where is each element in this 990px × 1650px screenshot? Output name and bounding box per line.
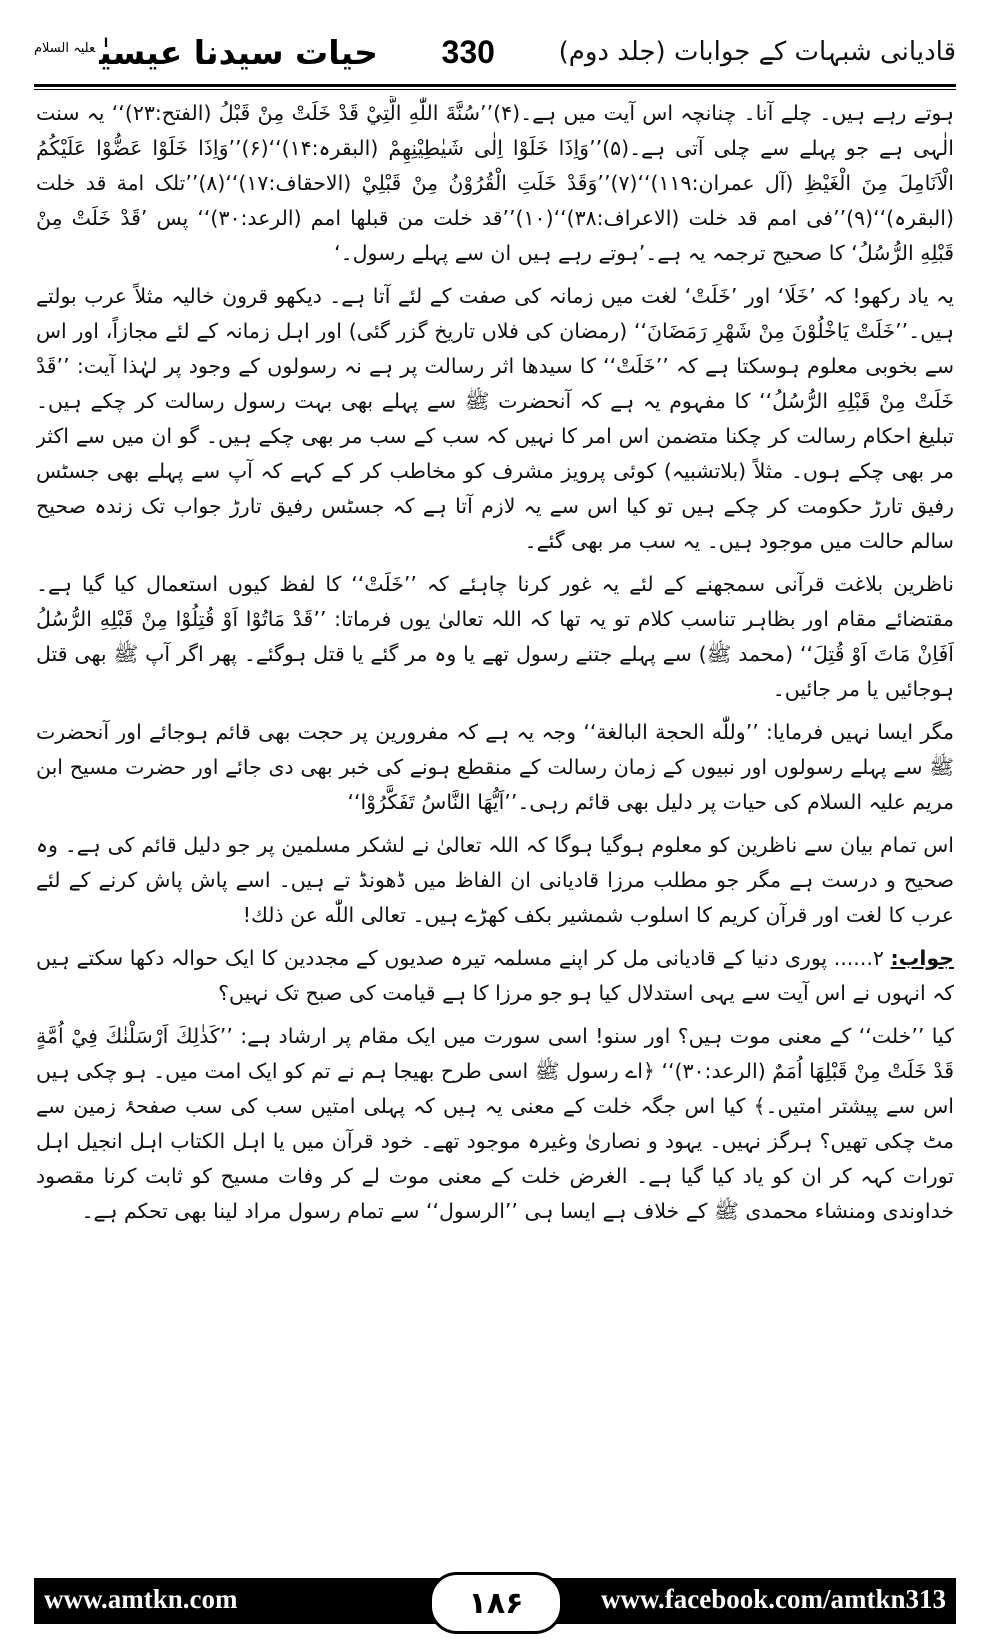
- answer-paragraph: [36, 941, 954, 1011]
- series-title: قادیانی شبہات کے جوابات (جلد دوم): [558, 37, 956, 67]
- paragraph: ناظرین بلاغت قرآنی سمجھنے کے لئے یہ غور کرنا چاہئے کہ ’’خَلَتْ‘‘ کا لفظ کیوں استعمال کیا گیا ہے۔ مقتضائے مقام اور بظاہر تناسب کلام تو یہ تھا کہ اللہ تعالیٰ یوں فرماتا: ’’قَدْ مَاتُوْا اَوْ قُتِلُوْا مِنْ قَبْلِهِ الرُّسُلُ اَفَاِنْ مَاتَ اَوْ قُتِلَ‘‘ (محمد ﷺ) سے پہلے جتنے رسول تھے یا وہ مر گئے یا قتل ہوگئے۔ پھر اگر آپ ﷺ بھی قتل ہوجائیں یا مر جائیں۔: [36, 572, 954, 701]
- paragraph: کیا ’’خلت‘‘ کے معنی موت ہیں؟ اور سنو! اسی سورت میں ایک مقام پر ارشاد ہے: ’’كَذٰلِكَ اَرْسَلْنٰكَ فِيْ اُمَّةٍ قَدْ خَلَتْ مِنْ قَبْلِهَا اُمَمٌ (الرعد:۳۰)‘‘ ﴿اے رسول ﷺ اسی طرح بھیجا ہم نے تم کو ایک امت میں۔ ہو چکی ہیں اس سے پیشتر امتیں۔﴾ کیا اس جگہ خلت کے معنی یہ ہیں کہ پہلی امتیں سب کی سب صفحۂ زمین سے مٹ چکی تھیں؟ ہرگز نہیں۔ یہود و نصاریٰ وغیرہ موجود تھے۔ خود قرآن میں یا اہل الکتاب اہل انجیل اہل تورات کہہ کر ان کو یاد کیا گیا ہے۔ الغرض خلت کے معنی موت لے کر وفات مسیح کو ثابت کرنا مقصود خداوندی ومنشاء محمدی ﷺ کے خلاف ہے ایسا ہی ’’الرسول‘‘ سے تمام رسول مراد لینا بھی تحکم ہے۔: [36, 1024, 954, 1223]
- folio-number: ۱۸۶: [468, 1585, 524, 1621]
- paragraph: مگر ایسا نہیں فرمایا: ’’وللّٰه الحجة البالغة‘‘ وجہ یہ ہے کہ مفرورین پر حجت بھی قائم ہوجائے اور آنحضرت ﷺ سے پہلے رسولوں اور نبیوں کے زمان رسالت کے منقطع ہونے کی خبر بھی دی جائے اور حضرت مسیح ابن مریم علیہ السلام کی حیات پر دلیل بھی قائم رہی۔’’اَيُّهَا النَّاسُ تَفَكَّرُوْا‘‘: [36, 720, 954, 814]
- header-rule: [34, 84, 956, 87]
- answer-number: ۲......: [833, 946, 884, 970]
- honorific-text: علیہ السلام: [34, 40, 96, 56]
- paragraph: ہوتے رہے ہیں۔ چلے آنا۔ چنانچہ اس آیت میں ہے۔(۴)’’سُنَّةَ اللّٰهِ الَّتِيْ قَدْ خَلَتْ مِنْ قَبْلُ (الفتح:۲۳)‘‘ یہ سنت الٰہی ہے جو پہلے سے چلی آتی ہے۔(۵)’’وَاِذَا خَلَوْا اِلٰی شَيٰطِيْنِهِمْ (البقرہ:۱۴)‘‘(۶)’’وَاِذَا خَلَوْا عَضُّوْا عَلَيْكُمُ الْاَنَامِلَ مِنَ الْغَيْظِ (آل عمران:۱۱۹)‘‘(۷)’’وَقَدْ خَلَتِ الْقُرُوْنُ مِنْ قَبْلِيْ (الاحقاف:۱۷)‘‘(۸)’’تلک امة قد خلت (البقرہ)‘‘(۹)’’فی امم قد خلت (الاعراف:۳۸)‘‘(۱۰)’’قد خلت من قبلها امم (الرعد:۳۰)‘‘ پس ’قَدْ خَلَتْ مِنْ قَبْلِهِ الرُّسُلُ‘ کا صحیح ترجمہ یہ ہے۔’ہوتے رہے ہیں ان سے پہلے رسول۔‘: [36, 101, 954, 265]
- answer-text: پوری دنیا کے قادیانی مل کر اپنے مسلمہ تیرہ صدیوں کے مجددین کا ایک حوالہ دکھا سکتے ہیں کہ انہوں نے اس آیت سے یہی استدلال کیا ہو جو مرزا کا ہے قیامت کی صبح تک نہیں؟: [36, 946, 954, 1005]
- answer-label: جواب:: [890, 946, 954, 970]
- header-rule-thin: [34, 89, 956, 90]
- page-header: [34, 22, 956, 82]
- facebook-link[interactable]: www.facebook.com/amtkn313: [601, 1584, 946, 1614]
- book-title: [34, 33, 378, 72]
- website-link[interactable]: www.amtkn.com: [44, 1584, 238, 1614]
- paragraph: اس تمام بیان سے ناظرین کو معلوم ہوگیا ہوگا کہ اللہ تعالیٰ نے لشکر مسلمین پر جو دلیل قائم کی ہے۔ وہ صحیح و درست ہے مگر جو مطلب مرزا قادیانی ان الفاظ میں ڈھونڈ تے ہیں۔ اسے پاش پاش کرنے کے لئے عرب کا لغت اور قرآن کریم کا اسلوب شمشیر بکف کھڑے ہیں۔ تعالی اللّٰه عن ذلك!: [36, 833, 954, 927]
- book-title-text: حیات سیدنا عیسیٰ: [99, 32, 378, 72]
- page-number: 330: [441, 33, 495, 70]
- body-text: [36, 96, 954, 1536]
- page-footer: [34, 1578, 956, 1624]
- paragraph: یہ یاد رکھو! کہ ’خَلَا‘ اور ’خَلَتْ‘ لغت میں زمانہ کی صفت کے لئے آتا ہے۔ دیکھو قرون خالیہ مثلاً عرب بولتے ہیں۔’’خَلَتْ يَاخْلُوْنَ مِنْ شَهْرِ رَمَضَانَ‘‘ (رمضان کی فلاں تاریخ گزر گئی) اور اہل زمانہ کے لئے مجازاً، اور اس سے بخوبی معلوم ہوسکتا ہے کہ ’’خَلَتْ‘‘ کا سیدھا اثر رسالت پر ہے نہ رسولوں کے وجود پر لہٰذا آیت: ’’قَدْ خَلَتْ مِنْ قَبْلِهِ الرُّسُلُ‘‘ کا مفہوم یہ ہے کہ آنحضرت ﷺ سے پہلے بھی بہت رسول رسالت کر چکے ہیں۔ تبلیغ احکام رسالت کر چکنا متضمن اس امر کا نہیں کہ سب کے سب مر بھی چکے ہیں۔ گو ان میں سے اکثر مر بھی چکے ہوں۔ مثلاً (بلاتشبیہ) کوئی پرویز مشرف کو مخاطب کر کے کہے کہ آپ سے پہلے بھی جسٹس رفیق تارڑ حکومت کر چکے ہیں تو کیا اس سے یہ لازم آتا ہے کہ جسٹس رفیق تارڑ جواب تک زندہ صحیح سالم حالت میں موجود ہیں۔ یہ سب مر بھی گئے۔: [36, 284, 954, 553]
- folio-badge: [429, 1572, 563, 1634]
